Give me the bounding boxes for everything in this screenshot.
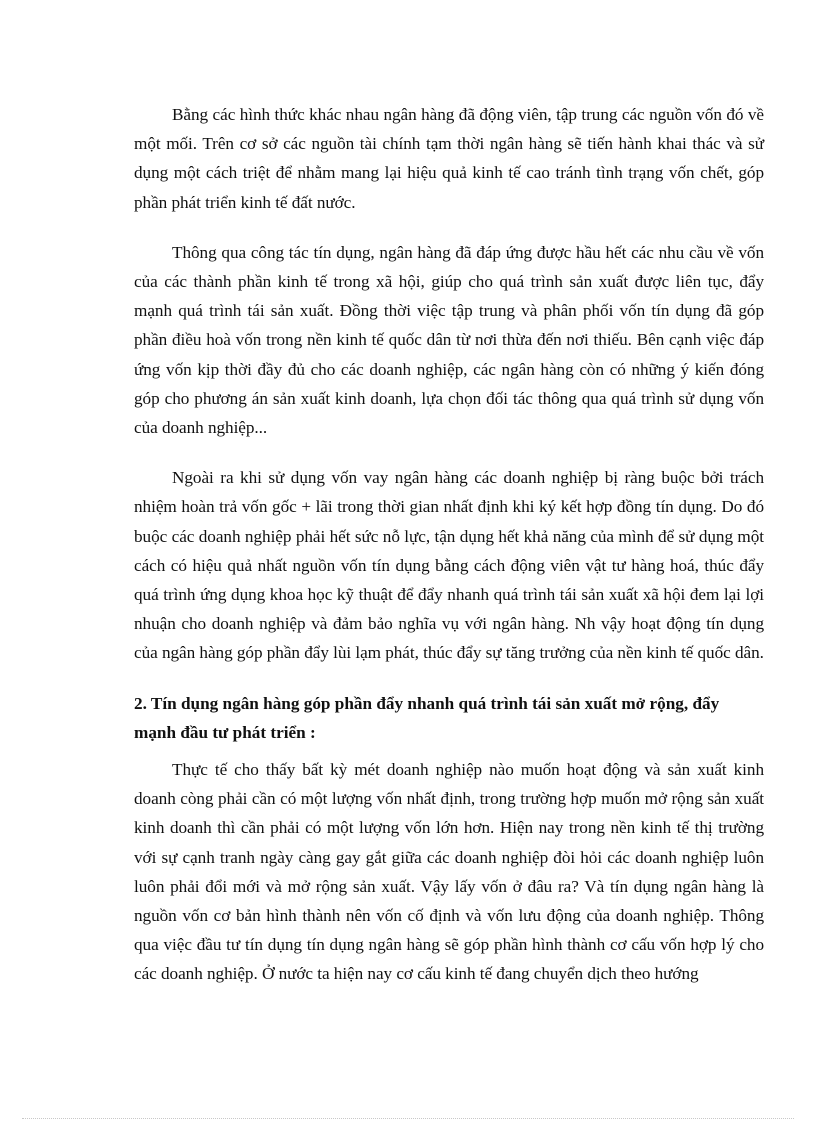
paragraph-credit-activity: Thông qua công tác tín dụng, ngân hàng đã đáp ứng được hầu hết các nhu cầu về vốn của các thành phần kinh tế trong xã hội, giúp cho quá trình sản xuất được liên tục, đẩy mạnh quá trình tái sản xuất. Đồng thời việc tập trung và phân phối vốn tín dụng đã góp phần điều hoà vốn trong nền kinh tế quốc dân từ nơi thừa đến nơi thiếu. Bên cạnh việc đáp ứng vốn kịp thời đầy đủ cho các doanh nghiệp, các ngân hàng còn có những ý kiến đóng góp cho phương án sản xuất kinh doanh, lựa chọn đối tác thông qua quá trình sử dụng vốn của doanh nghiệp... — [134, 242, 764, 438]
paragraph-loan-obligation: Ngoài ra khi sử dụng vốn vay ngân hàng các doanh nghiệp bị ràng buộc bởi trách nhiệm hoàn trả vốn gốc + lãi trong thời gian nhất định khi ký kết hợp đồng tín dụng. Do đó buộc các doanh nghiệp phải hết sức nỗ lực, tận dụng hết khả năng của mình để sử dụng một cách có hiệu quả nhất nguồn vốn tín dụng bằng cách động viên vật tư hàng hoá, thúc đẩy quá trình ứng dụng khoa học kỹ thuật để đẩy nhanh quá trình tái sản xuất xã hội đem lại lợi nhuận cho doanh nghiệp và đảm bảo nghĩa vụ với ngân hàng. Nh vậy hoạt động tín dụng của ngân hàng góp phần đẩy lùi lạm phát, thúc đẩy sự tăng trưởng của nền kinh tế quốc dân. — [134, 468, 764, 663]
section-heading-2: 2. Tín dụng ngân hàng góp phần đẩy nhanh quá trình tái sản xuất mở rộng, đẩy mạnh đầu tư phát triển : — [134, 693, 720, 742]
page-footer-divider — [22, 1118, 794, 1119]
paragraph-capital-source: Thực tế cho thấy bất kỳ mét doanh nghiệp nào muốn hoạt động và sản xuất kinh doanh còng phải cần có một lượng vốn nhất định, trong trường hợp muốn mở rộng sản xuất kinh doanh thì cần phải có một lượng vốn lớn hơn. Hiện nay trong nền kinh tế thị trường với sự cạnh tranh ngày càng gay gắt giữa các doanh nghiệp đòi hỏi các doanh nghiệp luôn luôn phải đổi mới và mở rộng sản xuất. Vậy lấy vốn ở đâu ra? Và tín dụng ngân hàng là nguồn vốn cơ bản hình thành nên vốn cố định và vốn lưu động của doanh nghiệp. Thông qua việc đầu tư tín dụng tín dụng ngân hàng sẽ góp phần hình thành cơ cấu vốn hợp lý cho các doanh nghiệp. Ở nước ta hiện nay cơ cấu kinh tế đang chuyển dịch theo hướng — [134, 760, 764, 984]
document-body — [134, 100, 764, 1010]
paragraph-capital-mobilization: Bằng các hình thức khác nhau ngân hàng đã động viên, tập trung các nguồn vốn đó về một mối. Trên cơ sở các nguồn tài chính tạm thời ngân hàng sẽ tiến hành khai thác và sử dụng một cách triệt để nhằm mang lại hiệu quả kinh tế cao tránh tình trạng vốn chết, góp phần phát triển kinh tế đất nước. — [134, 105, 764, 212]
